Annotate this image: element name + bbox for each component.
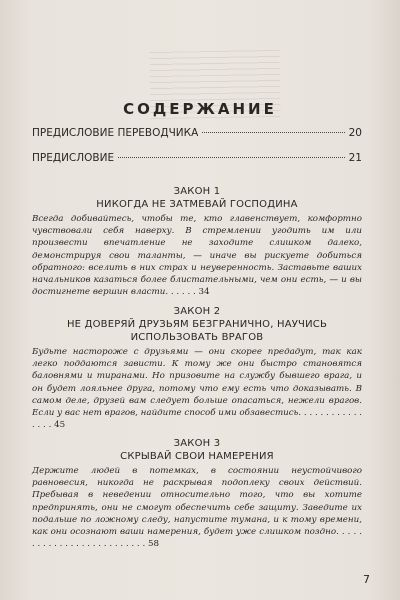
law-text: Всегда добивайтесь, чтобы те, кто главенствует, комфортно чувствовали себя наверху. В стремлении угодить им или произвести впечатление не заходите слишком далеко, демонстрируя свои таланты, — иначе вы рискуете добиться обратного: вселить в них страх и неуверенность. Заставьте ваших начальников казаться более блистательными, чем они есть, — и вы достигнете вершин власти. . . . . . (32, 214, 362, 298)
law-number: ЗАКОН 3 (173, 438, 221, 449)
toc-page: 21 (348, 152, 362, 164)
law-1-section (32, 185, 362, 298)
law-page: 45 (54, 420, 66, 431)
law-heading: НИКОГДА НЕ ЗАТМЕВАЙ ГОСПОДИНА (96, 199, 298, 210)
law-3-section (32, 437, 362, 550)
toc-page: 20 (348, 127, 362, 139)
law-text: Держите людей в потемках, в состоянии неустойчивого равновесия, никогда не раскрывая подоплеку своих действий. Пребывая в неведении относительно того, что вы хотите предпринять, они не смогут обеспечить себе защиту. Заведите их подальше по ложному следу, напустите тумана, и к тому времени, как они осознают ваши намерения, будет уже слишком поздно. . . . . . . . . . . . . . . . . . . . . . . . . . (32, 466, 362, 550)
page-title: СОДЕРЖАНИЕ (123, 100, 277, 118)
toc-label: ПРЕДИСЛОВИЕ (32, 152, 115, 164)
toc-label: ПРЕДИСЛОВИЕ ПЕРЕВОДЧИКА (32, 127, 199, 139)
law-description (32, 346, 362, 431)
toc-entry-translator-preface (32, 127, 362, 139)
leader-dots (118, 157, 345, 158)
law-page: 58 (148, 539, 160, 550)
toc-entry-preface (32, 152, 362, 164)
law-number: ЗАКОН 1 (173, 186, 221, 197)
law-heading: НЕ ДОВЕРЯЙ ДРУЗЬЯМ БЕЗГРАНИЧНО, НАУЧИСЬ ИСПОЛЬЗОВАТЬ ВРАГОВ (66, 319, 328, 343)
law-heading: СКРЫВАЙ СВОИ НАМЕРЕНИЯ (120, 451, 274, 462)
law-description (32, 465, 362, 550)
law-page: 34 (198, 287, 210, 298)
page-number: 7 (363, 573, 370, 586)
law-description (32, 213, 362, 298)
law-2-section (32, 305, 362, 431)
leader-dots (202, 132, 344, 133)
law-text: Будьте настороже с друзьями — они скорее предадут, так как легко поддаются зависти. К тому же они быстро становятся баловнями и тиранами. Но призовите на службу бывшего врага, и он будет лояльнее друга, потому что ему есть что доказывать. В самом деле, друзей вам следует больше опасаться, нежели врагов. Если у вас нет врагов, найдите способ ими обзавестись. . . . . . . . . . . . . . . . (32, 347, 362, 431)
law-number: ЗАКОН 2 (173, 306, 221, 317)
